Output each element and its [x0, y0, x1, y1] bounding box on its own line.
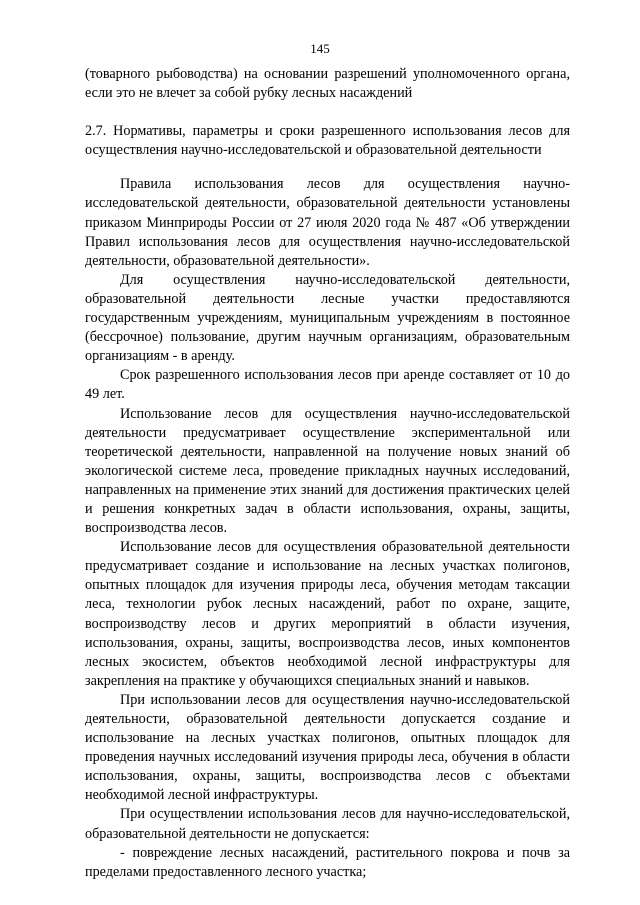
list-item: - повреждение лесных насаждений, растительного покрова и почв за пределами предоставленного лесного участка; — [85, 844, 570, 880]
paragraph: Срок разрешенного использования лесов при аренде составляет от 10 до 49 лет. — [85, 367, 570, 403]
page-number: 145 — [310, 41, 330, 56]
intro-text: (товарного рыбоводства) на основании разрешений уполномоченного органа, если это не влечет за собой рубку лесных насаждений — [85, 66, 570, 102]
paragraph: Правила использования лесов для осуществления научно-исследовательской деятельности, образовательной деятельности установлены приказом Минприроды России от 27 июля 2020 года № 487 «Об утверждении Правил использования лесов для осуществления научно-исследовательской деятельности, образовательной деятельности». — [85, 176, 570, 269]
paragraph: Для осуществления научно-исследовательской деятельности, образовательной деятельности лесные участки предоставляются государственным учреждениям, муниципальным учреждениям в постоянное (бессрочное) пользование, другим научным организациям, образовательным организациям - в аренду. — [85, 271, 570, 365]
paragraph: При осуществлении использования лесов для научно-исследовательской, образовательной деятельности не допускается: — [85, 806, 570, 842]
document-body — [85, 65, 570, 882]
section-heading: 2.7. Нормативы, параметры и сроки разрешенного использования лесов для осуществления научно-исследовательской и образовательной деятельности — [85, 123, 570, 159]
paragraph: Использование лесов для осуществления образовательной деятельности предусматривает создание и использование на лесных участках полигонов, опытных площадок для изучения природы леса, обучения методам таксации леса, технологии рубок лесных насаждений, работ по охране, защите, воспроизводству лесов и других мероприятий в области изучения, использования, охраны, защиты, воспроизводства лесов, иных компонентов лесных экосистем, объектов необходимой лесной инфраструктуры для закрепления на практике у обучающихся специальных знаний и навыков. — [85, 539, 570, 689]
paragraph: При использовании лесов для осуществления научно-исследовательской деятельности, образовательной деятельности допускается создание и использование на лесных участках полигонов, опытных площадок для проведения научных исследований изучения природы леса, обучения в области использования, охраны, защиты, воспроизводства лесов с объектами необходимой лесной инфраструктуры. — [85, 691, 570, 804]
paragraph: Использование лесов для осуществления научно-исследовательской деятельности предусматривает осуществление экспериментальной или теоретической деятельности, направленной на получение новых знаний об экологической системе леса, проведение прикладных научных исследований, направленных на применение этих знаний для достижения практических целей и решения конкретных задач в области использования, охраны, защиты, воспроизводства лесов. — [85, 405, 570, 537]
